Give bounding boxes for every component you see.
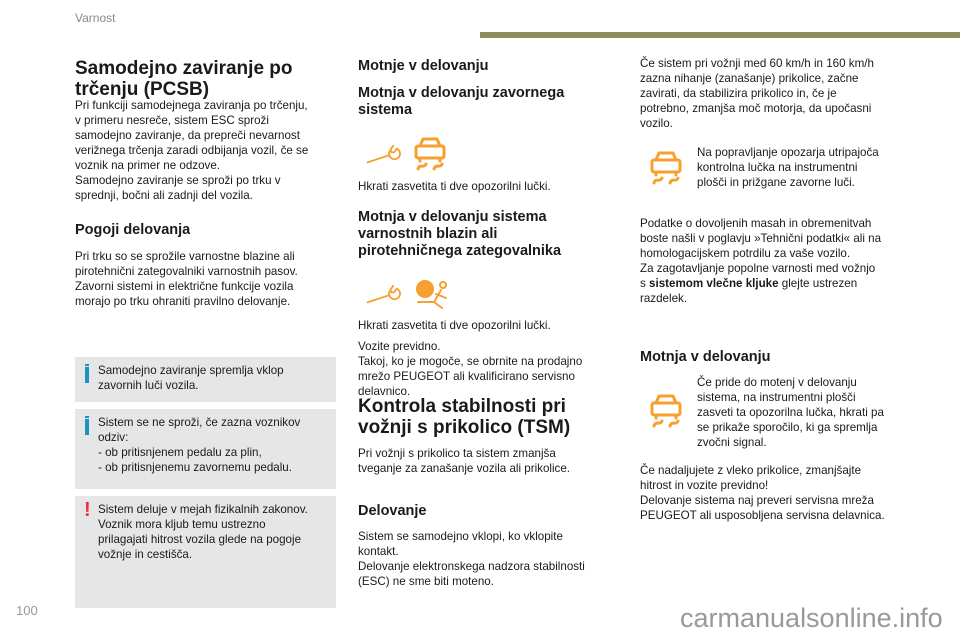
fault-title: Motnja v delovanju xyxy=(640,349,771,365)
wrench-icon xyxy=(365,145,403,167)
faults-title: Motnje v delovanju xyxy=(358,58,489,74)
pcsb-title: Samodejno zaviranje po trčenju (PCSB) xyxy=(75,58,293,100)
weights-text-main: Podatke o dovoljenih masah in obremenitvah boste našli v poglavju »Tehnični podatki« ali na homologacijskem potrdilu za vaše vozilo. Za zagotavljanje popolne varnosti med vožnjo s xyxy=(640,217,882,290)
tsm-fault-icon xyxy=(646,393,686,429)
airbag-fault-text: Hkrati zasvetita ti dve opozorilni lučki. xyxy=(358,319,551,332)
advice-text: Vozite previdno. Takoj, ko je mogoče, se obrnite na prodajno mrežo PEUGEOT ali kvalificirano servisno delavnico. xyxy=(358,340,583,398)
warning-lamp-text: Na popravljanje opozarja utripajoča kontrolna lučka na instrumentni plošči in prižgane zavorne luči. xyxy=(697,146,879,189)
note-text: Sistem se ne sproži, če zazna voznikov odziv: - ob pritisnjenem pedalu za plin, - ob pritisnjenemu zavornemu pedalu. xyxy=(98,416,301,474)
info-icon xyxy=(85,419,89,435)
weights-text xyxy=(640,216,881,306)
airbag-fault-title: Motnja v delovanju sistema varnostnih blazin ali pirotehničnega zategovalnika xyxy=(358,209,562,259)
brake-fault-text: Hkrati zasvetita ti dve opozorilni lučki. xyxy=(358,180,551,193)
pcsb-intro: Pri funkciji samodejnega zaviranja po trčenju, v primeru nesreče, sistem ESC sproži samodejno zaviranje, da prepreči nevarnost verižnega trčenja zaradi odbijanja vozil, če se voznik na primer ne odzove. Samodejno zaviranje se sproži po trku v sprednji, bočni ali zadnji del vozila. xyxy=(75,99,309,202)
header-accent-bar xyxy=(480,32,960,38)
wrench-icon xyxy=(365,285,403,307)
warning-icon: ! xyxy=(84,499,91,521)
brake-warning-icon xyxy=(410,136,450,172)
conditions-text: Pri trku so se sprožile varnostne blazine ali pirotehnični zategovalniki varnostnih pasov. Zavorni sistemi in električne funkcije vozila morajo po trku ohraniti pravilno delovanje. xyxy=(75,250,298,308)
final-text: Če nadaljujete z vleko prikolice, zmanjšajte hitrost in vozite previdno! Delovanje sistema naj preveri servisna mreža PEUGEOT ali usposobljena servisna delavnica. xyxy=(640,464,885,522)
section-title: Varnost xyxy=(75,11,116,25)
towbar-link: sistemom vlečne kljuke xyxy=(649,277,779,290)
fault-text: Če pride do motenj v delovanju sistema, na instrumentni plošči zasveti ta opozorilna lučka, hkrati pa se prikaže sporočilo, ki ga spremlja zvočni signal. xyxy=(697,376,884,449)
page-number: 100 xyxy=(16,603,38,618)
note-text: Samodejno zaviranje spremlja vklop zavornih luči vozila. xyxy=(98,364,284,392)
tsm-title: Kontrola stabilnosti pri vožnji s prikolico (TSM) xyxy=(358,396,571,438)
watermark: carmanualsonline.info xyxy=(680,603,943,633)
conditions-title: Pogoji delovanja xyxy=(75,222,191,238)
tsm-text: Pri vožnji s prikolico ta sistem zmanjša tveganje za zanašanje vozila ali prikolice. xyxy=(358,447,571,475)
tsm-warning-icon xyxy=(646,150,686,186)
airbag-icon xyxy=(412,278,452,312)
brake-fault-title: Motnja v delovanju zavornega sistema xyxy=(358,85,565,118)
warning-note xyxy=(75,496,336,608)
note-text: Sistem deluje v mejah fizikalnih zakonov. Voznik mora kljub temu ustrezno prilagajati hitrost vozila glede na pogoje vožnje in cestišča. xyxy=(98,503,308,561)
weights-text-tail: glejte ustrezen razdelek. xyxy=(640,277,858,305)
tsm-intro: Če sistem pri vožnji med 60 km/h in 160 km/h zazna nihanje (zanašanje) prikolice, začne zavirati, da stabilizira prikolico in, če je potrebno, zmanjša moč motorja, da upočasni vozilo. xyxy=(640,57,874,130)
info-note xyxy=(75,409,336,489)
operation-title: Delovanje xyxy=(358,503,427,519)
operation-text: Sistem se samodejno vklopi, ko vklopite kontakt. Delovanje elektronskega nadzora stabilnosti (ESC) ne sme biti moteno. xyxy=(358,530,585,588)
info-icon xyxy=(85,367,89,383)
info-note xyxy=(75,357,336,402)
